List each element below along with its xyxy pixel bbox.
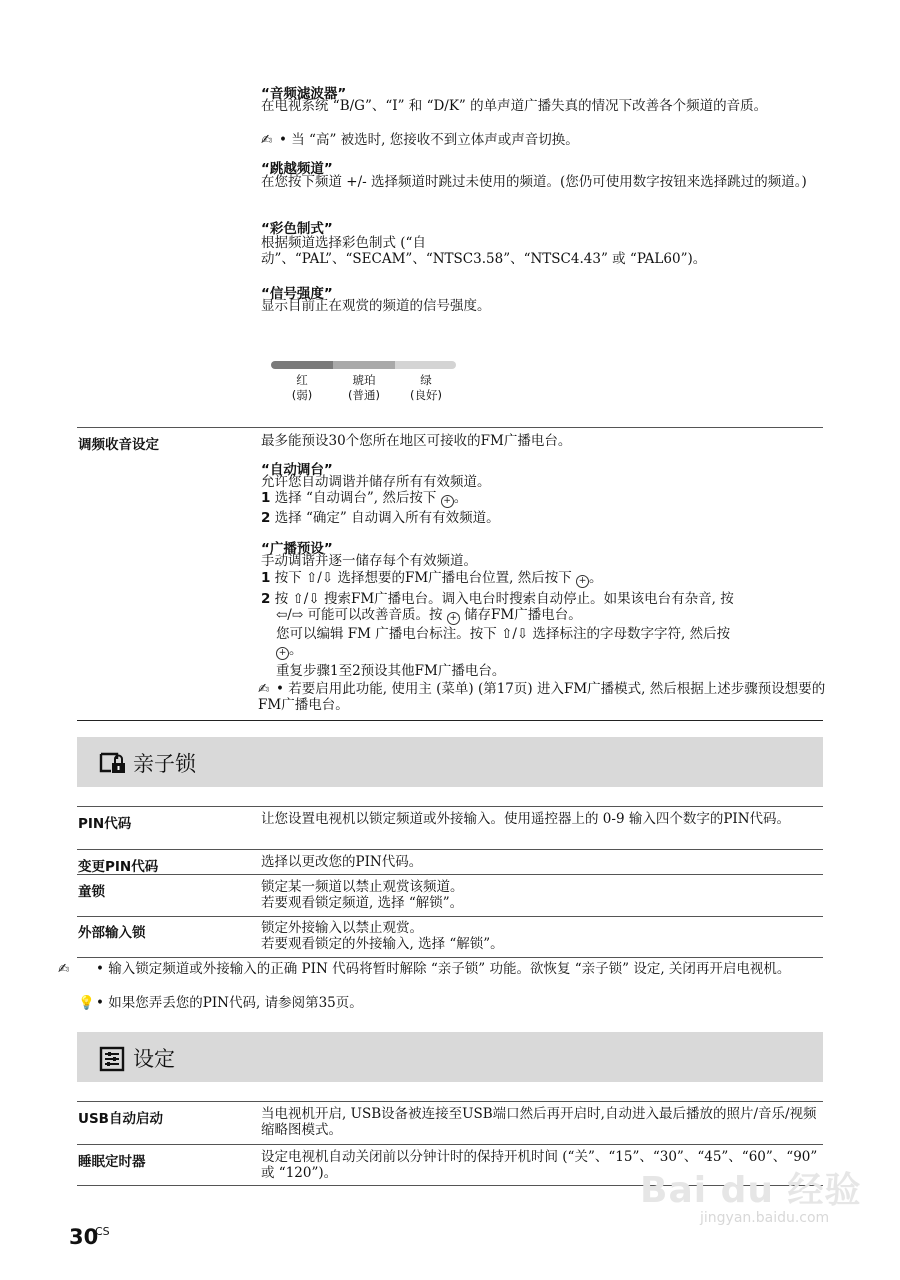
signal-bar-red	[271, 361, 333, 369]
settings-icon	[99, 1046, 125, 1072]
parental-note: ✍ • 输入锁定频道或外接输入的正确 PIN 代码将暂时解除 “亲子锁” 功能。欲恢复 “亲子锁” 设定, 关闭再开启电视机。	[58, 961, 791, 977]
color-system-desc: 根据频道选择彩色制式 (“自动”、“PAL”、“SECAM”、“NTSC3.58”、“NTSC4.43” 或 “PAL60”)。	[261, 235, 707, 267]
lightbulb-tip-icon: 💡	[78, 995, 95, 1011]
divider	[77, 849, 823, 850]
fm-preset-step-2-cont: ⇦/⇨ 可能可以改善音质。按 + 储存FM广播电台。	[276, 607, 582, 623]
settings-title: 设定	[133, 1047, 175, 1071]
divider	[77, 427, 823, 428]
fm-settings-label: 调频收音设定	[78, 437, 159, 453]
fm-note: ✍ • 若要启用此功能, 使用主 (菜单) (第17页) 进入FM广播模式, 然后根据上述步骤预设想要的FM广播电台。	[258, 681, 826, 713]
fm-preset-step-1: 1 按下 ⇧/⇩ 选择想要的FM广播电台位置, 然后按下 + 。	[261, 570, 603, 586]
pin-code-desc: 让您设置电视机以锁定频道或外接输入。使用遥控器上的 0-9 输入四个数字的PIN代码。	[261, 811, 791, 827]
page-number: 30	[69, 1225, 99, 1249]
signal-label-red: 红 (弱)	[291, 373, 313, 402]
divider	[77, 1144, 823, 1145]
signal-label-amber: 琥珀 (普通)	[348, 373, 380, 402]
signal-bar-amber	[333, 361, 395, 369]
note-pencil-icon: ✍	[261, 132, 273, 148]
sleep-timer-desc: 设定电视机自动关闭前以分钟计时的保持开机时间 (“关”、“15”、“30”、“45”、“60”、“90” 或 “120”)。	[261, 1149, 818, 1181]
usb-autostart-desc: 当电视机开启, USB设备被连接至USB端口然后再开启时,自动进入最后播放的照片/音乐/视频缩略图模式。	[261, 1106, 817, 1138]
fm-preset-repeat: 重复步骤1至2预设其他FM广播电台。	[276, 663, 506, 679]
fm-preset-step-2-edit: 您可以编辑 FM 广播电台标注。按下 ⇧/⇩ 选择标注的字母数字字符, 然后按 + 。	[276, 626, 731, 658]
note-pencil-icon: ✍	[258, 681, 270, 697]
change-pin-label: 变更PIN代码	[78, 859, 159, 875]
signal-label-green: 绿 (良好)	[410, 373, 442, 402]
divider	[77, 874, 823, 875]
signal-bar-green	[395, 361, 456, 369]
enter-button-icon: +	[441, 495, 454, 508]
input-lock-desc: 锁定外接输入以禁止观赏。 若要观看锁定的外接输入, 选择 “解锁”。	[261, 920, 504, 952]
fm-auto-step-1: 1 选择 “自动调台”, 然后按下 + 。	[261, 490, 468, 506]
signal-strength-title: “信号强度”	[261, 286, 333, 302]
usb-autostart-label: USB自动启动	[78, 1111, 163, 1127]
fm-preset-title: “广播预设”	[261, 541, 333, 557]
divider	[77, 957, 823, 958]
divider	[77, 720, 823, 721]
fm-preset-desc: 手动调谐并逐一储存每个有效频道。	[261, 553, 477, 569]
pin-code-label: PIN代码	[78, 816, 132, 832]
fm-preset-step-2: 2 按 ⇧/⇩ 搜索FM广播电台。调入电台时搜索自动停止。如果该电台有杂音, 按	[261, 591, 734, 607]
audio-filter-desc: 在电视系统 “B/G”、“I” 和 “D/K” 的单声道广播失真的情况下改善各个频道的音质。	[261, 98, 768, 114]
fm-auto-step-2: 2 选择 “确定” 自动调入所有有效频道。	[261, 510, 500, 526]
settings-header	[77, 1032, 823, 1082]
color-system-title: “彩色制式”	[261, 221, 333, 237]
parental-tip: 💡• 如果您弄丢您的PIN代码, 请参阅第35页。	[78, 995, 363, 1011]
enter-button-icon: +	[576, 575, 589, 588]
enter-button-icon: +	[276, 647, 289, 660]
divider	[77, 916, 823, 917]
enter-button-icon: +	[447, 612, 460, 625]
sleep-timer-label: 睡眠定时器	[78, 1154, 146, 1170]
parental-lock-header	[77, 737, 823, 787]
child-lock-desc: 锁定某一频道以禁止观赏该频道。 若要观看锁定频道, 选择 “解锁”。	[261, 879, 464, 911]
change-pin-desc: 选择以更改您的PIN代码。	[261, 854, 423, 870]
watermark-url: jingyan.baidu.com	[700, 1210, 830, 1226]
parental-lock-icon	[99, 751, 129, 775]
fm-auto-desc: 允许您自动调谐并储存所有有效频道。	[261, 474, 491, 490]
fm-intro: 最多能预设30个您所在地区可接收的FM广播电台。	[261, 433, 572, 449]
audio-filter-note: ✍ • 当 “高” 被选时, 您接收不到立体声或声音切换。	[261, 132, 579, 148]
page-suffix: CS	[95, 1225, 110, 1238]
input-lock-label: 外部输入锁	[78, 925, 146, 941]
skip-title: “跳越频道”	[261, 161, 333, 177]
note-pencil-icon: ✍	[58, 961, 70, 977]
watermark-logo: Bai du 经验	[640, 1170, 862, 1211]
fm-auto-title: “自动调台”	[261, 462, 333, 478]
divider	[77, 1101, 823, 1102]
audio-filter-title: “音频滤波器”	[261, 86, 347, 102]
divider	[77, 806, 823, 807]
skip-desc: 在您按下频道 +/- 选择频道时跳过未使用的频道。(您仍可使用数字按钮来选择跳过的频道。)	[261, 174, 807, 190]
child-lock-label: 童锁	[78, 884, 105, 900]
signal-strength-desc: 显示目前正在观赏的频道的信号强度。	[261, 298, 491, 314]
parental-lock-title: 亲子锁	[133, 752, 196, 776]
